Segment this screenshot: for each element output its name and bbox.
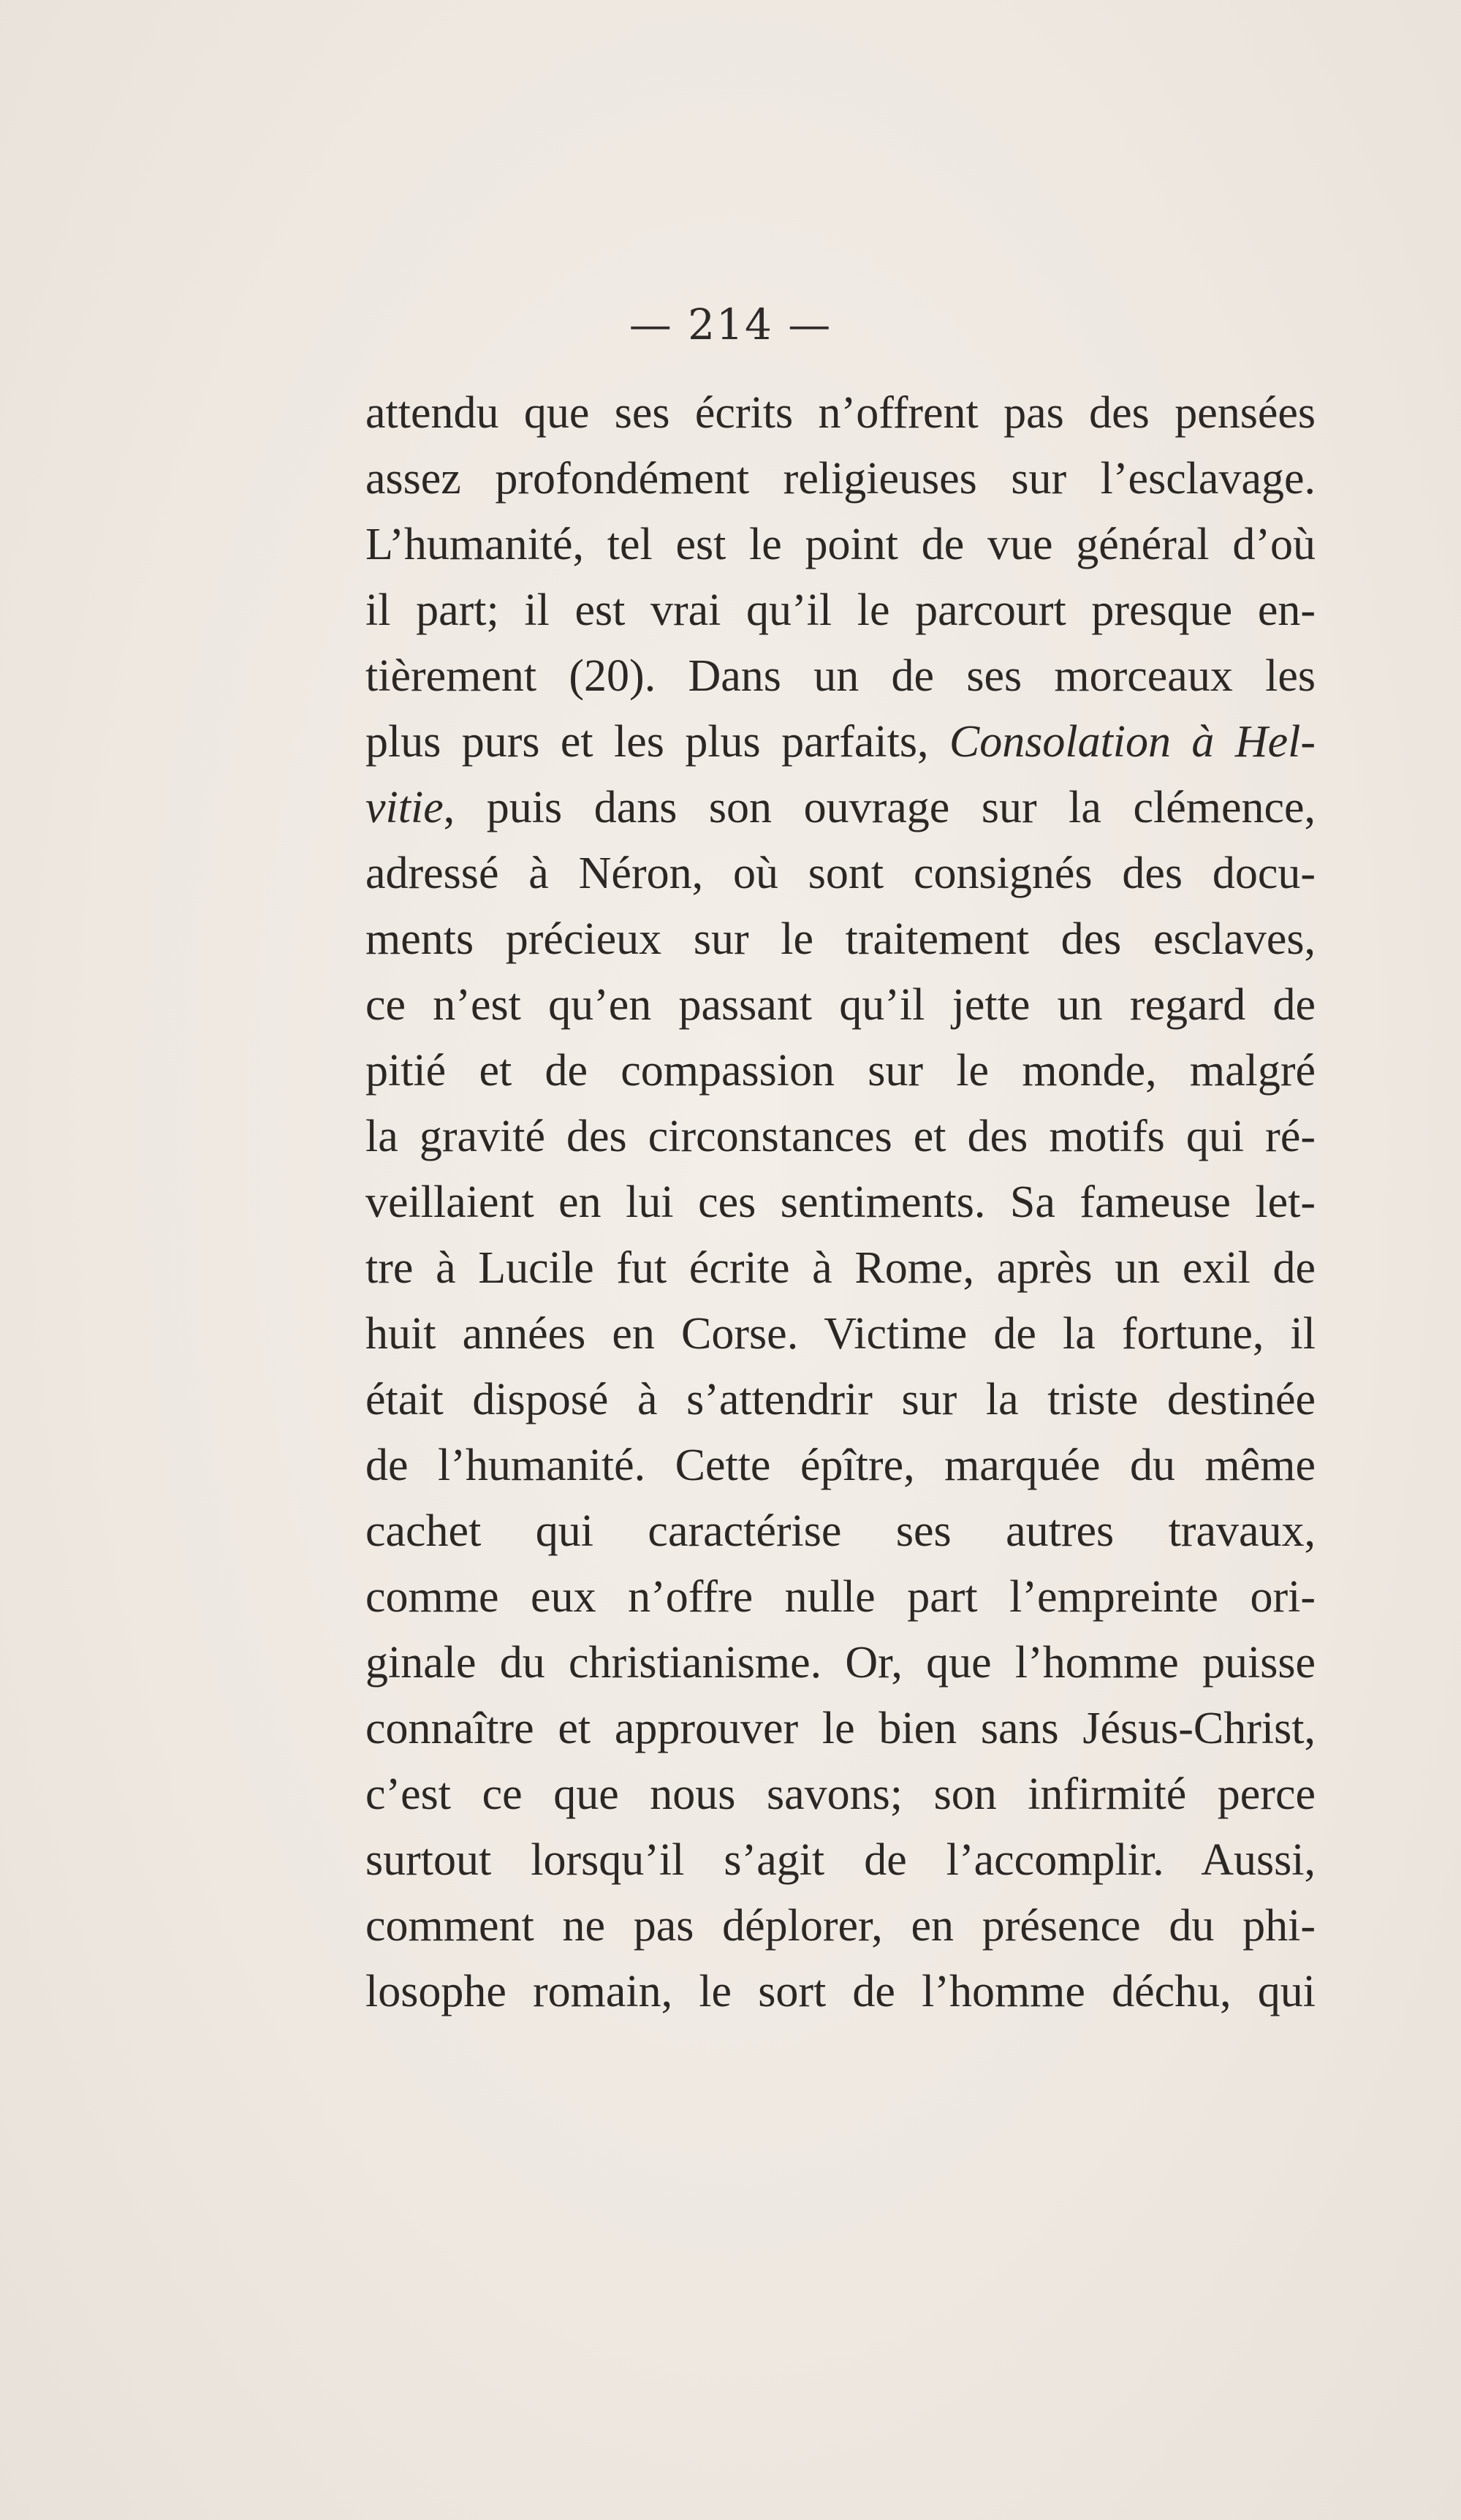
text-line: pitié et de compassion sur le monde, malgré — [365, 1046, 1316, 1096]
body-text — [365, 380, 1316, 2024]
italic-title: Consolation à Hel- — [949, 717, 1316, 767]
italic-title: vitie — [365, 783, 444, 832]
page-number: — 214 — — [629, 300, 832, 349]
text-line: ce n’est qu’en passant qu’il jette un regard de — [365, 980, 1316, 1030]
text-line: tre à Lucile fut écrite à Rome, après un exil de — [365, 1243, 1316, 1293]
text-line: connaître et approuver le bien sans Jésus-Christ, — [365, 1704, 1316, 1753]
text-line: huit années en Corse. Victime de la fortune, il — [365, 1309, 1316, 1359]
text-line: la gravité des circonstances et des motifs qui ré- — [365, 1112, 1316, 1161]
text-line: de l’humanité. Cette épître, marquée du même — [365, 1441, 1316, 1490]
text-line: L’humanité, tel est le point de vue général d’où — [365, 520, 1316, 569]
text-line: cachet qui caractérise ses autres travaux, — [365, 1506, 1316, 1556]
text-line: tièrement (20). Dans un de ses morceaux les — [365, 651, 1316, 701]
text-line: ginale du christianisme. Or, que l’homme puisse — [365, 1638, 1316, 1688]
text-line: comme eux n’offre nulle part l’empreinte ori- — [365, 1572, 1316, 1622]
text-line: losophe romain, le sort de l’homme déchu, qui — [365, 1967, 1316, 2016]
text-line: il part; il est vrai qu’il le parcourt presque en- — [365, 585, 1316, 635]
text-line: ments précieux sur le traitement des esclaves, — [365, 914, 1316, 964]
text-line: attendu que ses écrits n’offrent pas des pensées — [365, 388, 1316, 438]
text-line: adressé à Néron, où sont consignés des docu- — [365, 849, 1316, 898]
text-line: vitie, puis dans son ouvrage sur la clémence, — [365, 783, 1316, 832]
text-line: surtout lorsqu’il s’agit de l’accomplir. Aussi, — [365, 1835, 1316, 1885]
text-line: plus purs et les plus parfaits, Consolation à Hel- — [365, 717, 1316, 767]
text-line: veillaient en lui ces sentiments. Sa fameuse let- — [365, 1177, 1316, 1227]
text-line: assez profondément religieuses sur l’esclavage. — [365, 454, 1316, 504]
text-line: comment ne pas déplorer, en présence du phi- — [365, 1901, 1316, 1951]
text-line: était disposé à s’attendrir sur la triste destinée — [365, 1375, 1316, 1424]
text-line: c’est ce que nous savons; son infirmité perce — [365, 1769, 1316, 1819]
